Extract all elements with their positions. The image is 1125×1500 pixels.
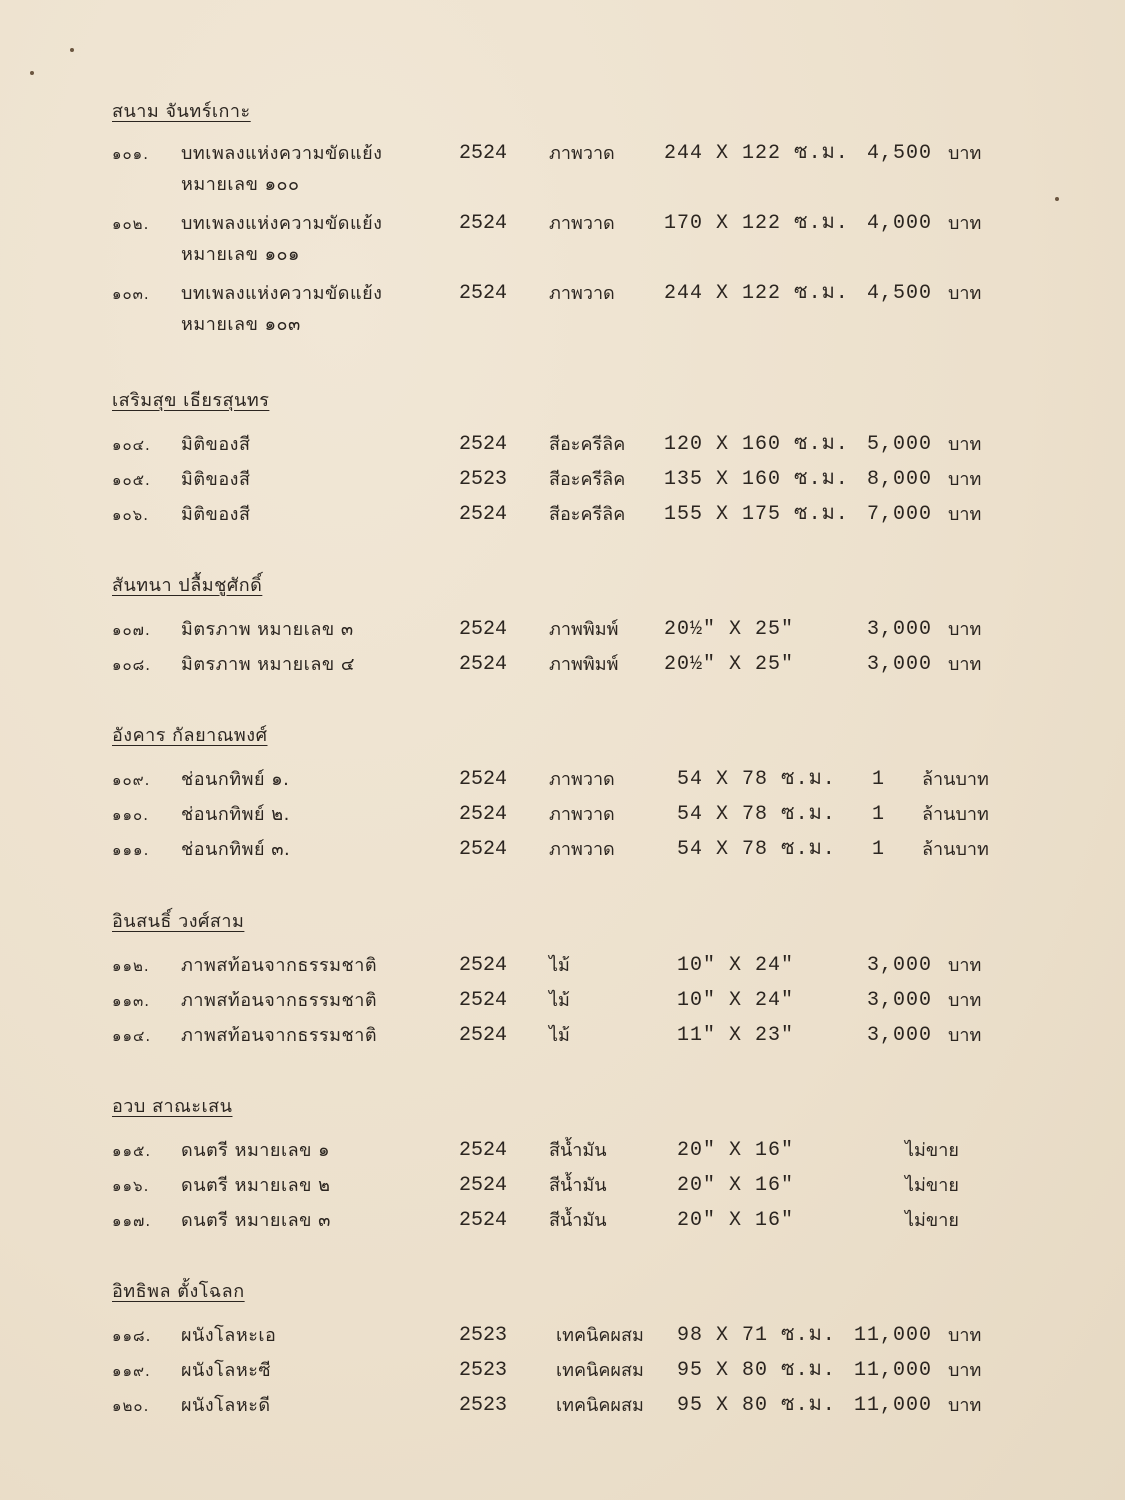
artist-section xyxy=(112,97,1012,351)
artwork-title-line2: หมายเลข ๑๐๓ xyxy=(181,314,301,335)
sale-status: ไม่ขาย xyxy=(905,1140,959,1161)
artwork-title: มิติของสี xyxy=(181,434,251,455)
artwork-size: 10" X 24" xyxy=(677,989,795,1012)
artist-name: สนาม จันทร์เกาะ xyxy=(112,101,251,122)
artwork-medium: สีน้ำมัน xyxy=(549,1210,607,1231)
artist-section xyxy=(112,1092,1012,1243)
artwork-price: 8,000 xyxy=(866,468,932,491)
artwork-size: 20" X 16" xyxy=(677,1174,795,1197)
artwork-currency: บาท xyxy=(948,213,982,234)
item-number: ๑๑๙. xyxy=(112,1362,151,1380)
artwork-year: 2524 xyxy=(459,1024,508,1047)
artist-name: อินสนธิ์ วงศ์สาม xyxy=(112,911,245,932)
artwork-size: 20½" X 25" xyxy=(664,653,795,676)
artist-section xyxy=(112,907,1012,1058)
artwork-size: 120 X 160 ซ.ม. xyxy=(664,433,849,456)
artwork-row xyxy=(112,1358,1012,1393)
artwork-row xyxy=(112,432,1012,467)
item-number: ๑๐๙. xyxy=(112,771,151,789)
artwork-price: 4,500 xyxy=(866,282,932,305)
item-number: ๑๐๕. xyxy=(112,471,151,489)
artwork-currency: บาท xyxy=(948,1325,982,1346)
artwork-medium: ไม้ xyxy=(549,1025,570,1046)
artwork-medium: เทคนิคผสม xyxy=(556,1325,644,1346)
artwork-year: 2524 xyxy=(459,1139,508,1162)
artwork-price: 1 xyxy=(872,838,886,861)
artwork-size: 135 X 160 ซ.ม. xyxy=(664,468,849,491)
artwork-currency: บาท xyxy=(948,1395,982,1416)
artist-name: อิทธิพล ตั้งโฉลก xyxy=(112,1281,245,1302)
artwork-year: 2524 xyxy=(459,954,508,977)
artwork-currency: บาท xyxy=(948,1025,982,1046)
artwork-row xyxy=(112,837,1012,872)
artwork-year: 2524 xyxy=(459,212,508,235)
artwork-currency: บาท xyxy=(948,619,982,640)
artwork-row xyxy=(112,211,1012,281)
artwork-currency: บาท xyxy=(948,1360,982,1381)
artwork-title: มิติของสี xyxy=(181,504,251,525)
artwork-currency: บาท xyxy=(948,283,982,304)
artwork-medium: สีอะครีลิค xyxy=(549,469,626,490)
artwork-title-line2: หมายเลข ๑๐๐ xyxy=(181,174,300,195)
item-number: ๑๐๖. xyxy=(112,506,149,524)
artwork-currency: บาท xyxy=(948,990,982,1011)
artwork-medium: ไม้ xyxy=(549,990,570,1011)
artwork-medium: ภาพวาด xyxy=(549,213,615,234)
artwork-price: 7,000 xyxy=(866,503,932,526)
paper-speck xyxy=(70,48,74,52)
item-number: ๑๑๐. xyxy=(112,806,149,824)
artwork-price: 3,000 xyxy=(866,954,932,977)
artwork-price: 4,000 xyxy=(866,212,932,235)
artwork-row xyxy=(112,502,1012,537)
artwork-title: ผนังโลหะซี xyxy=(181,1360,272,1381)
artwork-medium: สีอะครีลิค xyxy=(549,434,626,455)
item-number: ๑๑๕. xyxy=(112,1142,152,1160)
artwork-row xyxy=(112,1323,1012,1358)
artwork-price: 5,000 xyxy=(866,433,932,456)
artwork-title: ภาพสท้อนจากธรรมชาติ xyxy=(181,955,378,976)
artwork-size: 11" X 23" xyxy=(677,1024,795,1047)
artist-section xyxy=(112,1277,1012,1428)
artwork-medium: ภาพวาด xyxy=(549,839,615,860)
artwork-price: 1 xyxy=(872,768,886,791)
artwork-title: ช่อนกทิพย์ ๑. xyxy=(181,769,290,790)
artist-section xyxy=(112,721,1012,872)
artist-section xyxy=(112,571,1012,687)
artwork-title: ช่อนกทิพย์ ๒. xyxy=(181,804,290,825)
item-number: ๑๑๘. xyxy=(112,1327,152,1345)
item-number: ๑๑๓. xyxy=(112,992,151,1010)
artwork-price: 4,500 xyxy=(866,142,932,165)
artwork-row xyxy=(112,1208,1012,1243)
artist-name: อังคาร กัลยาณพงศ์ xyxy=(112,725,268,746)
sale-status: ไม่ขาย xyxy=(905,1175,959,1196)
artwork-size: 95 X 80 ซ.ม. xyxy=(677,1394,836,1417)
artwork-currency: ล้านบาท xyxy=(922,769,989,790)
artwork-row xyxy=(112,802,1012,837)
artwork-row xyxy=(112,1173,1012,1208)
artwork-year: 2523 xyxy=(459,1394,508,1417)
artwork-title-line2: หมายเลข ๑๐๑ xyxy=(181,244,300,265)
artwork-price: 11,000 xyxy=(853,1359,932,1382)
artwork-year: 2523 xyxy=(459,1359,508,1382)
artwork-size: 244 X 122 ซ.ม. xyxy=(664,142,849,165)
artwork-title: ดนตรี หมายเลข ๒ xyxy=(181,1175,331,1196)
artwork-medium: ภาพพิมพ์ xyxy=(549,619,619,640)
artist-name: อวบ สาณะเสน xyxy=(112,1096,233,1117)
artwork-year: 2524 xyxy=(459,142,508,165)
artwork-price: 3,000 xyxy=(866,618,932,641)
artwork-row xyxy=(112,467,1012,502)
artwork-currency: บาท xyxy=(948,469,982,490)
artwork-size: 20" X 16" xyxy=(677,1209,795,1232)
artwork-size: 20" X 16" xyxy=(677,1139,795,1162)
artwork-year: 2524 xyxy=(459,282,508,305)
artwork-row xyxy=(112,617,1012,652)
artwork-medium: เทคนิคผสม xyxy=(556,1360,644,1381)
artwork-title: มิตรภาพ หมายเลข ๓ xyxy=(181,619,354,640)
artwork-year: 2524 xyxy=(459,1174,508,1197)
artwork-currency: ล้านบาท xyxy=(922,804,989,825)
artwork-size: 170 X 122 ซ.ม. xyxy=(664,212,849,235)
artwork-year: 2523 xyxy=(459,468,508,491)
artwork-medium: สีน้ำมัน xyxy=(549,1175,607,1196)
artwork-medium: สีน้ำมัน xyxy=(549,1140,607,1161)
item-number: ๑๑๗. xyxy=(112,1212,152,1230)
paper-speck xyxy=(30,71,34,75)
artwork-medium: สีอะครีลิค xyxy=(549,504,626,525)
artwork-currency: บาท xyxy=(948,143,982,164)
artwork-medium: ภาพวาด xyxy=(549,283,615,304)
artwork-size: 95 X 80 ซ.ม. xyxy=(677,1359,836,1382)
item-number: ๑๑๖. xyxy=(112,1177,150,1195)
artwork-currency: บาท xyxy=(948,654,982,675)
artwork-size: 10" X 24" xyxy=(677,954,795,977)
artwork-title: มิติของสี xyxy=(181,469,251,490)
artwork-size: 98 X 71 ซ.ม. xyxy=(677,1324,836,1347)
artwork-row xyxy=(112,1023,1012,1058)
artwork-medium: ไม้ xyxy=(549,955,570,976)
artwork-size: 54 X 78 ซ.ม. xyxy=(677,768,836,791)
artwork-year: 2524 xyxy=(459,1209,508,1232)
artwork-row xyxy=(112,988,1012,1023)
artwork-title: ดนตรี หมายเลข ๑ xyxy=(181,1140,331,1161)
artwork-medium: ภาพวาด xyxy=(549,143,615,164)
artwork-price: 3,000 xyxy=(866,653,932,676)
item-number: ๑๐๗. xyxy=(112,621,151,639)
artwork-year: 2523 xyxy=(459,1324,508,1347)
item-number: ๑๐๘. xyxy=(112,656,152,674)
item-number: ๑๒๐. xyxy=(112,1397,150,1415)
artwork-currency: บาท xyxy=(948,504,982,525)
artwork-title: ผนังโลหะเอ xyxy=(181,1325,277,1346)
artwork-title: บทเพลงแห่งความขัดแย้ง xyxy=(181,213,383,234)
artwork-size: 20½" X 25" xyxy=(664,618,795,641)
artwork-year: 2524 xyxy=(459,768,508,791)
artwork-title: บทเพลงแห่งความขัดแย้ง xyxy=(181,143,383,164)
item-number: ๑๑๒. xyxy=(112,957,150,975)
artwork-title: ผนังโลหะดี xyxy=(181,1395,271,1416)
artwork-row xyxy=(112,281,1012,351)
artwork-row xyxy=(112,953,1012,988)
item-number: ๑๐๑. xyxy=(112,145,149,163)
artwork-currency: ล้านบาท xyxy=(922,839,989,860)
item-number: ๑๐๔. xyxy=(112,436,151,454)
artwork-price: 11,000 xyxy=(853,1324,932,1347)
artwork-medium: ภาพวาด xyxy=(549,804,615,825)
artwork-row xyxy=(112,652,1012,687)
artwork-medium: ภาพวาด xyxy=(549,769,615,790)
artwork-year: 2524 xyxy=(459,989,508,1012)
artwork-size: 54 X 78 ซ.ม. xyxy=(677,803,836,826)
item-number: ๑๑๑. xyxy=(112,841,150,859)
item-number: ๑๐๓. xyxy=(112,285,150,303)
artwork-title: ภาพสท้อนจากธรรมชาติ xyxy=(181,990,378,1011)
artwork-year: 2524 xyxy=(459,503,508,526)
artwork-year: 2524 xyxy=(459,653,508,676)
artwork-year: 2524 xyxy=(459,803,508,826)
artwork-row xyxy=(112,1393,1012,1428)
sale-status: ไม่ขาย xyxy=(905,1210,959,1231)
artwork-size: 244 X 122 ซ.ม. xyxy=(664,282,849,305)
artwork-row xyxy=(112,1138,1012,1173)
artwork-size: 155 X 175 ซ.ม. xyxy=(664,503,849,526)
item-number: ๑๐๒. xyxy=(112,215,150,233)
item-number: ๑๑๔. xyxy=(112,1027,152,1045)
artwork-price: 11,000 xyxy=(853,1394,932,1417)
artwork-row xyxy=(112,141,1012,211)
artwork-year: 2524 xyxy=(459,618,508,641)
artwork-price: 3,000 xyxy=(866,1024,932,1047)
artist-section xyxy=(112,386,1012,537)
artwork-price: 3,000 xyxy=(866,989,932,1012)
artwork-currency: บาท xyxy=(948,955,982,976)
artist-name: เสริมสุข เธียรสุนทร xyxy=(112,390,270,411)
paper-speck xyxy=(1055,197,1059,201)
artwork-row xyxy=(112,767,1012,802)
artwork-price: 1 xyxy=(872,803,886,826)
artwork-title: ดนตรี หมายเลข ๓ xyxy=(181,1210,331,1231)
artist-name: สันทนา ปลื้มชูศักดิ์ xyxy=(112,575,263,596)
artwork-title: ช่อนกทิพย์ ๓. xyxy=(181,839,291,860)
artwork-year: 2524 xyxy=(459,838,508,861)
artwork-year: 2524 xyxy=(459,433,508,456)
artwork-size: 54 X 78 ซ.ม. xyxy=(677,838,836,861)
artwork-currency: บาท xyxy=(948,434,982,455)
artwork-medium: เทคนิคผสม xyxy=(556,1395,644,1416)
artwork-title: ภาพสท้อนจากธรรมชาติ xyxy=(181,1025,378,1046)
artwork-medium: ภาพพิมพ์ xyxy=(549,654,619,675)
artwork-title: มิตรภาพ หมายเลข ๔ xyxy=(181,654,355,675)
artwork-title: บทเพลงแห่งความขัดแย้ง xyxy=(181,283,383,304)
